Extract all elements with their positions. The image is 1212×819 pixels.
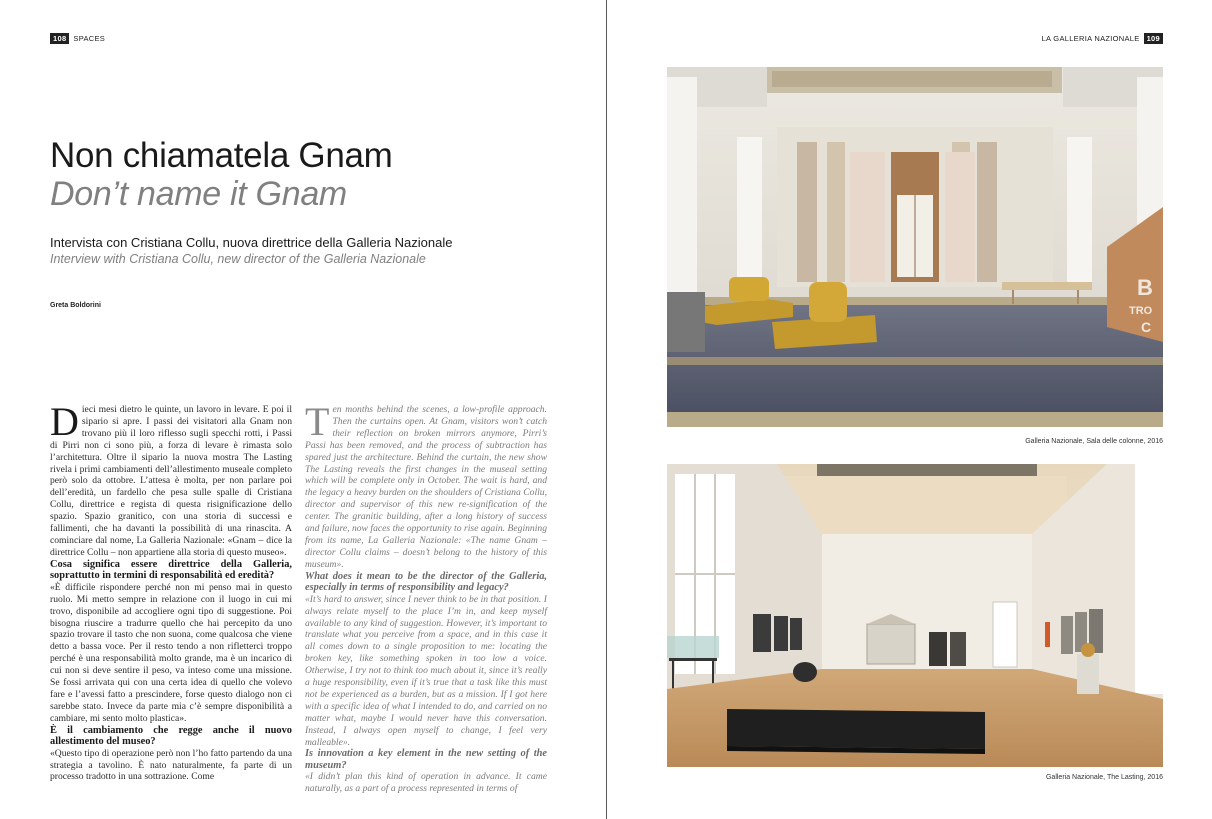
photo-caption: Galleria Nazionale, The Lasting, 2016 xyxy=(1045,774,1163,781)
author-byline: Greta Boldorini xyxy=(50,302,101,309)
interview-answer: «Questo tipo di operazione però non l’ho fatto partendo da una strategia a tavolino. È nato naturalmente, fa parte di un processo tradotto in una sottrazione. Come xyxy=(50,747,292,783)
right-page xyxy=(607,0,1212,819)
page-number: 109 xyxy=(1144,33,1163,44)
body-column-english xyxy=(305,399,547,795)
interview-question: Is innovation a key element in the new setting of the museum? xyxy=(305,748,547,771)
photo-the-lasting xyxy=(667,464,1163,767)
article-title-english: Don’t name it Gnam xyxy=(50,175,347,213)
folio-left xyxy=(50,33,105,44)
intro-text: en months behind the scenes, a low-profile approach. Then the curtains open. At Gnam, visitors won’t catch their reflection on broken mirrors anymore, Pirri’s Passi has been removed, and the process of subtraction has spared just the architecture. Behind the curtain, the new show The Lasting reveals the first changes in the museal setting which will be complete only in October. The wait is hard, and the legacy a heavy burden on the shoulders of Cristiana Collu, director and supervisor of this new re-signification of the center. The granitic building, after a long history of success and failure, now faces the opportunity to rise again. Beginning from its name, La Galleria Nazionale: «The name Gnam – director Collu claims – doesn’t belong to the history of this museum». xyxy=(305,404,547,570)
interview-question: È il cambiamento che regge anche il nuovo allestimento del museo? xyxy=(50,724,292,748)
article-title: Non chiamatela Gnam xyxy=(50,136,393,175)
interview-answer: «It’s hard to answer, since I never think to be in that position. I always relate myself to the place I’m in, and keep myself available to any kind of suggestion. However, it’s important to translate what you perceive from a space, and in this case it all comes down to a single proposition to me: locating the broken key, like something spoken in too low a voice. Otherwise, I try not to think too much about it, since it’s really a huge responsibility, even if it’s true that a task like this must not be experienced as a burden, but as a mission. If I got here with a specific idea of what I intended to do, and carried on no matter what, maybe I would never have this conversation. Instead, I always open myself to change, I feel very malleable». xyxy=(305,593,547,748)
drop-cap: T xyxy=(305,399,330,444)
gallery-hall-image xyxy=(667,67,1163,427)
exhibition-room-image xyxy=(667,464,1163,767)
interview-answer: «I didn’t plan this kind of operation in advance. It came naturally, as a part of a process represented in terms of xyxy=(305,771,547,795)
article-subtitle: Intervista con Cristiana Collu, nuova direttrice della Galleria Nazionale xyxy=(50,235,453,250)
photo-caption: Galleria Nazionale, Sala delle colonne, 2016 xyxy=(1025,438,1163,445)
drop-cap: D xyxy=(50,399,79,444)
sign-letter: TRO xyxy=(1129,305,1153,317)
intro-paragraph xyxy=(305,399,547,571)
intro-paragraph xyxy=(50,399,292,559)
interview-answer: «È difficile rispondere perché non mi penso mai in questo ruolo. Mi metto sempre in relazione con il luogo in cui mi trovo, disponibile ad accogliere ogni tipo di suggestione. Poi bisogna riuscire a tradurre quello che hai percepito da uno spazio trovare il tasto che non suona, come qualcosa che viene detto a bassa voce. Per il resto tendo a non rifletterci troppo perché è una responsabilità molto grande, ma è un incarico di cui non si deve sentire il peso, va inteso come una missione. Se fossi arrivata qui con una certa idea di quello che volevo fare e l’avessi fatto a prescindere, forse questo dialogo non ci sarebbe stato. Invece da parte mia c’è sempre disponibilità a cambiare, mi sento molto plastica». xyxy=(50,581,292,724)
page-number: 108 xyxy=(50,33,69,44)
section-label: SPACES xyxy=(73,34,106,43)
section-label: LA GALLERIA NAZIONALE xyxy=(1041,34,1140,43)
sign-letter: B xyxy=(1137,275,1153,300)
body-column-italian xyxy=(50,399,292,783)
intro-text: ieci mesi dietro le quinte, un lavoro in levare. E poi il sipario si apre. I passi dei visitatori alla Gnam non trovano più il loro riflesso sugli specchi rotti, i Passi di Pirri non ci sono più, a forza di levare è rimasta solo l’architettura. Oltre il sipario la nuova mostra The Lasting rivela i primi cambiamenti dell’allestimento museale completo però solo da ottobre. L’attesa è molta, per non parlare poi dell’eredità, un fardello che pesa sulle spalle di Cristiana Collu, direttrice e regista di questa risignificazione dello spazio. Spazio granitico, con una storia di successi e fallimenti, che ha davanti la possibilità di una rinascita. A cominciare dal nome, La Galleria Nazionale: «Gnam – dice la direttrice Collu – non appartiene alla storia di questo museo». xyxy=(50,404,292,558)
photo-sala-delle-colonne xyxy=(667,67,1163,427)
interview-question: Cosa significa essere direttrice della Galleria, soprattutto in termini di responsabilità ed eredità? xyxy=(50,558,292,582)
interview-question: What does it mean to be the director of the Galleria, especially in terms of responsibility and legacy? xyxy=(305,570,547,594)
article-subtitle-english: Interview with Cristiana Collu, new director of the Galleria Nazionale xyxy=(50,252,426,266)
folio-right xyxy=(1042,33,1163,44)
sign-letter: C xyxy=(1141,319,1152,335)
